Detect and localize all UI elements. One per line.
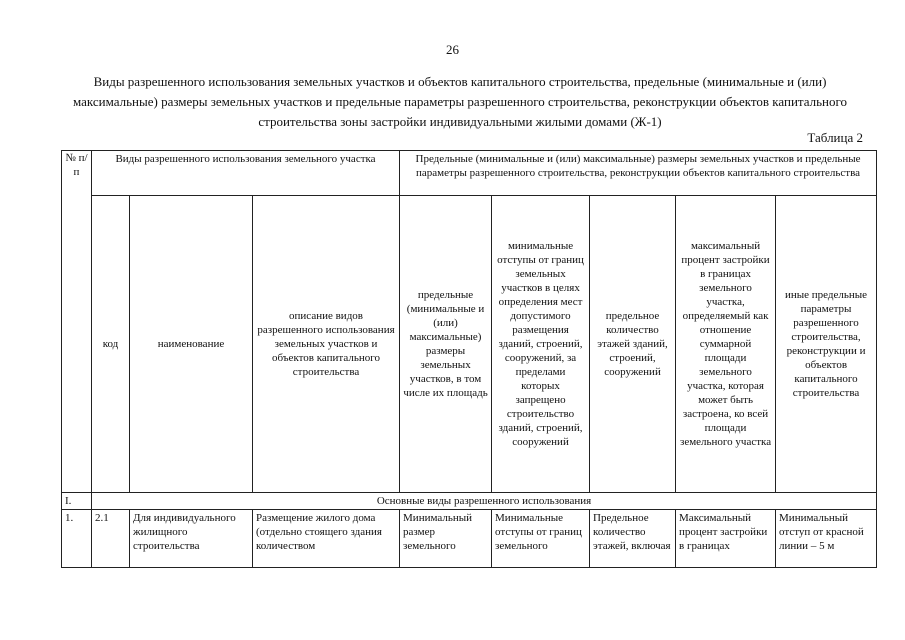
row-code: 2.1 bbox=[92, 510, 130, 568]
row-num: 1. bbox=[62, 510, 92, 568]
header-name: наименование bbox=[130, 196, 253, 493]
row-setbacks: Минимальные отступы от границ земельного bbox=[492, 510, 590, 568]
row-description: Размещение жилого дома (отдельно стоящего здания количеством bbox=[253, 510, 400, 568]
row-coverage: Максимальный процент застройки в границах bbox=[676, 510, 776, 568]
header-row-columns bbox=[62, 196, 877, 493]
regulations-table bbox=[61, 150, 877, 568]
row-floors: Предельное количество этажей, включая bbox=[590, 510, 676, 568]
row-name: Для индивидуального жилищного строительства bbox=[130, 510, 253, 568]
table-row bbox=[62, 510, 877, 568]
header-params-group: Предельные (минимальные и (или) максимальные) размеры земельных участков и предельные параметры разрешенного строительства, реконструкции объектов капитального строительства bbox=[400, 151, 877, 196]
header-plot-size: предельные (минимальные и (или) максимальные) размеры земельных участков, в том числе их площадь bbox=[400, 196, 492, 493]
header-uses-group: Виды разрешенного использования земельного участка bbox=[92, 151, 400, 196]
row-other: Минимальный отступ от красной линии – 5 м bbox=[776, 510, 877, 568]
header-row-groups bbox=[62, 151, 877, 196]
header-coverage: максимальный процент застройки в границах земельного участка, определяемый как отношение суммарной площади земельного участка, которая может быть застроена, ко всей площади земельного участка bbox=[676, 196, 776, 493]
document-title: Виды разрешенного использования земельных участков и объектов капитального строительства, предельные (минимальные и (или) максимальные) размеры земельных участков и предельные параметры разрешенного строительства, реконструкции объектов капитального строительства зоны застройки индивидуальными жилыми домами (Ж-1) bbox=[72, 74, 848, 129]
header-num: № п/п bbox=[62, 151, 92, 493]
header-other: иные предельные параметры разрешенного строительства, реконструкции и объектов капитального строительства bbox=[776, 196, 877, 493]
header-floors: предельное количество этажей зданий, строений, сооружений bbox=[590, 196, 676, 493]
section-label: Основные виды разрешенного использования bbox=[92, 493, 877, 510]
section-row bbox=[62, 493, 877, 510]
header-setbacks: минимальные отступы от границ земельных участков в целях определения мест допустимого размещения зданий, строений, сооружений, за пределами которых запрещено строительство зданий, строений, сооружений bbox=[492, 196, 590, 493]
row-plot-size: Минимальный размер земельного bbox=[400, 510, 492, 568]
section-num: I. bbox=[62, 493, 92, 510]
header-description: описание видов разрешенного использования земельных участков и объектов капитального строительства bbox=[253, 196, 400, 493]
page-number: 26 bbox=[446, 42, 459, 57]
header-code: код bbox=[92, 196, 130, 493]
table-caption: Таблица 2 bbox=[807, 130, 863, 145]
